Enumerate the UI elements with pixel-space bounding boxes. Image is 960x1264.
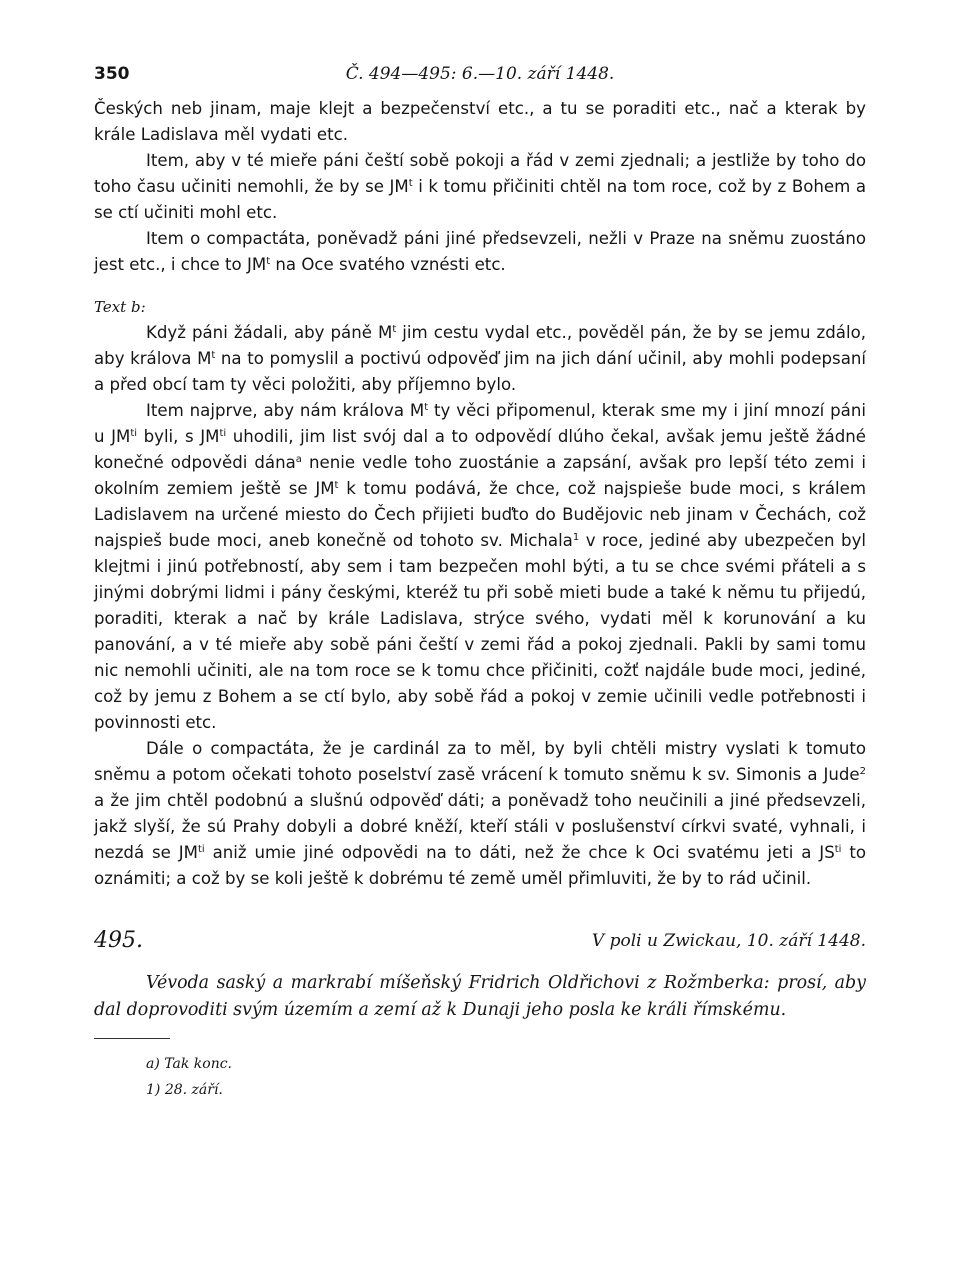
footnote-a: a) Tak konc.	[146, 1056, 233, 1072]
text-run: aniž umie jiné odpovědi na to dáti, než že chce k Oci svatému jeti a JS	[204, 843, 835, 862]
running-title: Č. 494—495: 6.—10. září 1448.	[345, 64, 615, 84]
document-number: 495.	[94, 928, 143, 953]
text-run: a že jim chtěl podobnú a slušnú odpověď dáti; a poněvadž toho neučinili a jiné předsevzeli, jakž slyší, že sú Prahy dobyli a dobré kněží, kteří stáli v poslušenství církvi svaté, vyhnali, i nezdá se JM	[94, 791, 866, 862]
superscript: ti	[198, 844, 205, 855]
text-run: Českých neb jinam, maje klejt a bezpečenství etc., a tu se poraditi etc., nač a kterak by krále Ladislava měl vydati etc.	[94, 99, 866, 144]
text-run: Item, aby v té mieře páni čeští sobě pokoji a řád v zemi zjednali; a jestliže by toho do toho času učiniti nemohli, že by se JM	[94, 151, 866, 196]
footnote-ref: 1	[572, 532, 580, 543]
text-run: ty věci připomenul, kterak sme my i jiní mnozí páni u JM	[94, 401, 866, 446]
superscript: t	[266, 256, 271, 267]
text-run: Item o compactáta, poněvadž páni jiné předsevzeli, nežli v Praze na sněmu zuostáno jest etc., i chce to JM	[94, 229, 866, 274]
superscript: t	[392, 324, 397, 335]
superscript: ti	[219, 428, 227, 439]
paragraph	[94, 736, 866, 892]
running-head	[94, 62, 866, 96]
paragraph	[94, 226, 866, 278]
superscript: t	[424, 402, 429, 413]
superscript: t	[334, 480, 339, 491]
text-run: nenie vedle toho zuostánie a zapsání, avšak pro lepší této zemi i okolním zemiem ještě se JM	[94, 453, 866, 498]
text-run: i k tomu přičiniti chtěl na tom roce, což by z Bohem a se ctí učiniti mohl etc.	[94, 177, 866, 222]
paragraph	[94, 148, 866, 226]
document-heading	[94, 928, 866, 960]
text-run: byli, s JM	[137, 427, 220, 446]
text-run: Dále o compactáta, že je cardinál za to měl, by byli chtěli mistry vyslati k tomuto sněmu a potom očekati tohoto poselství zasě vrácení k tomuto sněmu k sv. Simonis a Jude	[94, 739, 866, 784]
text-run: Item najprve, aby nám králova M	[146, 401, 425, 420]
paragraph	[94, 320, 866, 398]
book-page	[94, 62, 866, 1103]
text-b-label: Text b:	[94, 298, 146, 316]
superscript: ti	[130, 428, 138, 439]
text-run: uhodili, jim list svój dal a to odpovědí dlúho čekal, avšak jemu ještě žádné konečné odpovědi dána	[94, 427, 866, 472]
superscript: t	[211, 350, 216, 361]
text-run: v roce, jediné aby ubezpečen byl klejtmi i jinú potřebností, aby sem i tam bezpečen mohl býti, a tu se chce svémi přáteli a s jinými dobrými lidmi i pány českými, kteréž tu při sobě mieti bude a také k němu tu přijedú, poraditi, kterak a nač by krále Ladislava, strýce svého, vydati měl k korunování a ku panování, a v té mieře aby sobě páni čeští v zemi řád a pokoj zjednali. Pakli by sami tomu nic nemohli učiniti, ale na tom roce se k tomu chce přičiniti, cožť najdále bude moci, jediné, což by jemu z Bohem a se ctí bylo, aby sobě řád a pokoj v zemie učinili vedle potřebnosti i povinnosti etc.	[94, 531, 866, 732]
document-regest: Vévoda saský a markrabí míšeňský Fridrich Oldřichovi z Rožmberka: prosí, aby dal doprovoditi svým územím a zemí až k Dunaji jeho posla ke králi římskému.	[94, 973, 866, 1020]
footnote-ref: a	[295, 454, 302, 465]
document-place-date: V poli u Zwickau, 10. září 1448.	[591, 931, 866, 951]
text-run: jim cestu vydal etc., pověděl pán, že by se jemu zdálo, aby králova M	[94, 323, 866, 368]
paragraph	[94, 96, 866, 148]
footnote-divider	[94, 1038, 170, 1039]
text-b	[94, 320, 866, 892]
text-run: na Oce svatého vznésti etc.	[270, 255, 506, 274]
superscript: t	[408, 178, 413, 189]
text-run: Když páni žádali, aby páně M	[146, 323, 393, 342]
text-run: k tomu podává, že chce, což najspieše bude moci, s králem Ladislavem na určené miesto do Čech přijieti buďto do Budějovic neb jinam v Čechách, což najspieš bude moci, aneb konečně od tohoto sv. Michala	[94, 479, 866, 550]
paragraph	[94, 398, 866, 736]
footnote-1: 1) 28. září.	[146, 1082, 223, 1098]
footnotes	[94, 1051, 866, 1103]
footnote-ref: 2	[859, 766, 866, 777]
text-run: na to pomyslil a poctivú odpověď jim na jich dání učinil, aby mohli podepsaní a před obcí tam ty věci položiti, aby příjemno bylo.	[94, 349, 866, 394]
page-number: 350	[94, 64, 130, 84]
text-run: to oznámiti; a což by se koli ještě k dobrému té země uměl přimluviti, že by to rád učinil.	[94, 843, 866, 888]
superscript: ti	[834, 844, 842, 855]
text-a	[94, 96, 866, 278]
